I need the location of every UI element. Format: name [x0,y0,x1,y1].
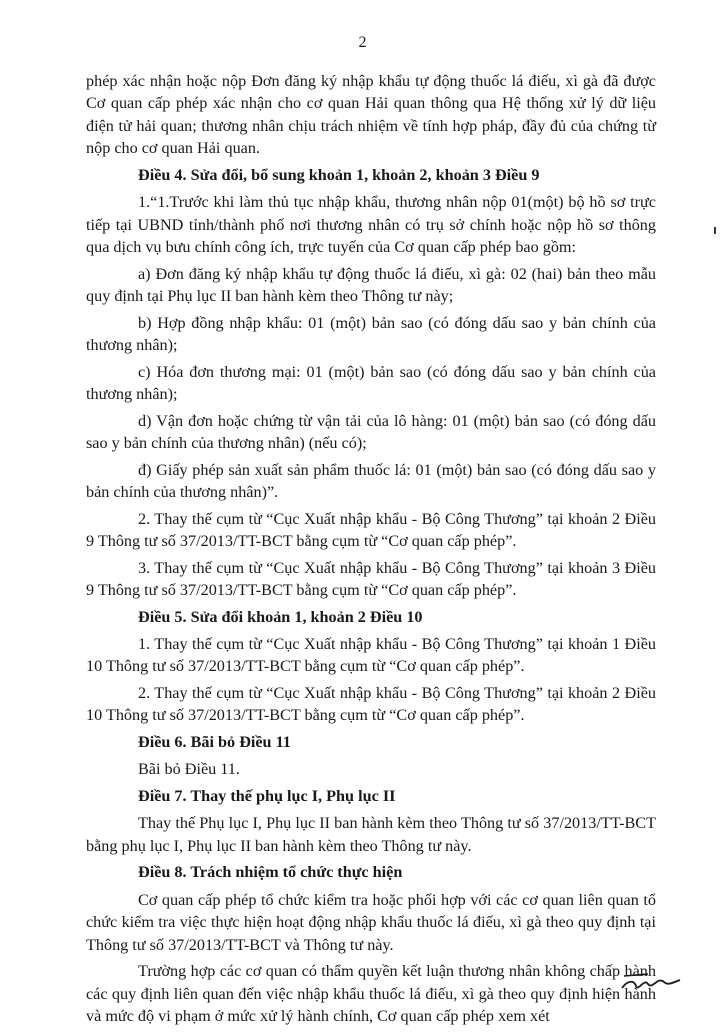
body-paragraph: b) Hợp đồng nhập khẩu: 01 (một) bản sao (có đóng dấu sao y bản chính của thương nhân); [86,313,656,355]
body-paragraph: a) Đơn đăng ký nhập khẩu tự động thuốc lá điếu, xì gà: 02 (hai) bản theo mẫu quy định tại Phụ lục II ban hành kèm theo Thông tư này; [86,264,656,306]
body-paragraph: 2. Thay thế cụm từ “Cục Xuất nhập khẩu - Bộ Công Thương” tại khoản 2 Điều 9 Thông tư số 37/2013/TT-BCT bằng cụm từ “Cơ quan cấp phép”. [86,509,656,551]
handwritten-initials-icon [618,968,682,996]
body-paragraph: đ) Giấy phép sản xuất sản phẩm thuốc lá: 01 (một) bản sao (có đóng dấu sao y bản chính của thương nhân)”. [86,460,656,502]
body-paragraph: 1.“1.Trước khi làm thủ tục nhập khẩu, thương nhân nộp 01(một) bộ hồ sơ trực tiếp tại UBND tỉnh/thành phố nơi thương nhân có trụ sở chính hoặc nộp hồ sơ thông qua dịch vụ bưu chính công ích, trực tuyến của Cơ quan cấp phép bao gồm: [86,193,656,257]
body-paragraph: Cơ quan cấp phép tổ chức kiểm tra hoặc phối hợp với các cơ quan liên quan tổ chức kiểm tra việc thực hiện hoạt động nhập khẩu thuốc lá điếu, xì gà theo quy định tại Thông tư số 37/2013/TT-BCT và Thông tư này. [86,890,656,954]
article-heading: Điều 5. Sửa đổi khoản 1, khoản 2 Điều 10 [138,607,423,626]
body-paragraph: 3. Thay thế cụm từ “Cục Xuất nhập khẩu - Bộ Công Thương” tại khoản 3 Điều 9 Thông tư số 37/2013/TT-BCT bằng cụm từ “Cơ quan cấp phép”. [86,558,656,600]
article-heading: Điều 6. Bãi bỏ Điều 11 [138,733,291,752]
body-paragraph: Thay thế Phụ lục I, Phụ lục II ban hành kèm theo Thông tư số 37/2013/TT-BCT bằng phụ lục I, Phụ lục II ban hành kèm theo Thông tư này. [86,814,656,855]
article-heading: Điều 4. Sửa đổi, bổ sung khoản 1, khoản 2, khoản 3 Điều 9 [138,165,540,184]
body-paragraph: c) Hóa đơn thương mại: 01 (một) bản sao (có đóng dấu sao y bản chính của thương nhân); [86,362,656,404]
body-paragraph: d) Vận đơn hoặc chứng từ vận tải của lô hàng: 01 (một) bản sao (có đóng dấu sao y bản chính của thương nhân) (nếu có); [86,411,656,453]
margin-mark [714,227,716,234]
body-paragraph: Bãi bỏ Điều 11. [138,760,240,779]
page-number: 2 [358,34,367,51]
article-heading: Điều 8. Trách nhiệm tổ chức thực hiện [138,863,403,882]
body-paragraph: Trường hợp các cơ quan có thẩm quyền kết luận thương nhân không chấp hành các quy định liên quan đến việc nhập khẩu thuốc lá điếu, xì gà theo quy định hiện hành và mức độ vi phạm ở mức xử lý hành chính, Cơ quan cấp phép xem xét [86,962,656,1026]
body-paragraph: phép xác nhận hoặc nộp Đơn đăng ký nhập khẩu tự động thuốc lá điếu, xì gà đã được Cơ quan cấp phép xác nhận cho cơ quan Hải quan thông qua Hệ thống xử lý dữ liệu điện tử hải quan; thương nhân chịu trách nhiệm về tính hợp pháp, đầy đủ của chứng từ nộp cho cơ quan Hải quan. [86,72,656,158]
article-heading: Điều 7. Thay thế phụ lục I, Phụ lục II [138,787,396,806]
document-body [86,70,656,1032]
body-paragraph: 2. Thay thế cụm từ “Cục Xuất nhập khẩu - Bộ Công Thương” tại khoản 2 Điều 10 Thông tư số 37/2013/TT-BCT bằng cụm từ “Cơ quan cấp phép”. [86,684,656,725]
body-paragraph: 1. Thay thế cụm từ “Cục Xuất nhập khẩu - Bộ Công Thương” tại khoản 1 Điều 10 Thông tư số 37/2013/TT-BCT bằng cụm từ “Cơ quan cấp phép”. [86,635,656,676]
